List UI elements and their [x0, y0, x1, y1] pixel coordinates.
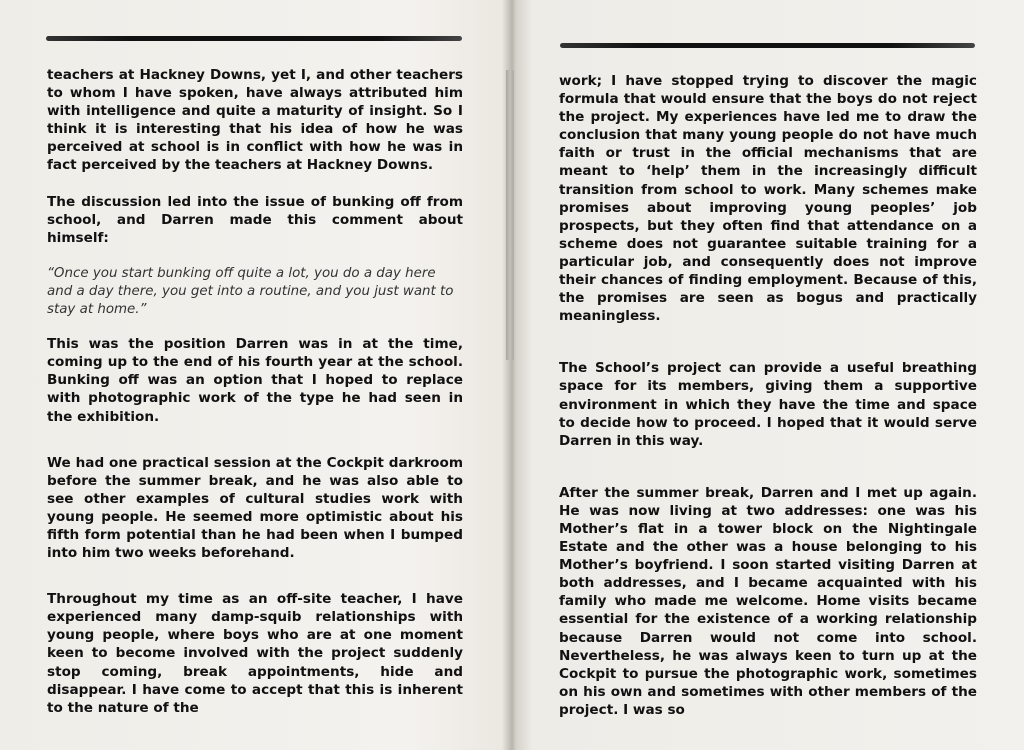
- left-text-column: [47, 66, 463, 735]
- paragraph: work; I have stopped trying to discover the magic formula that would ensure that the boys do not reject the project. My experiences have led me to draw the conclusion that many young people do not have much faith or trust in the official mechanisms that are meant to ‘help’ them in the increasingly difficult transition from school to work. Many schemes make promises about improving young peoples’ job prospects, but they often find that attendance on a scheme does not guarantee suitable training for a particular job, and consequently does not improve their chances of finding employment. Because of this, the promises are seen as bogus and practically meaningless.: [559, 73, 977, 325]
- right-header-rule: [560, 43, 975, 48]
- paragraph: After the summer break, Darren and I met up again. He was now living at two addresses: one was his Mother’s flat in a tower block on the Nightingale Estate and the other was a house belonging to his Mother’s boyfriend. I soon started visiting Darren at both addresses, and I became acquainted with his family who made me welcome. Home visits became essential for the existence of a working relationship because Darren would not come into school. Nevertheless, he was always keen to turn up at the Cockpit to pursue the photographic work, sometimes on his own and sometimes with other members of the project. I was so: [559, 484, 977, 718]
- paragraph: The School’s project can provide a useful breathing space for its members, giving them a supportive environment in which they have the time and space to decide how to proceed. I hoped that it would serve Darren in this way.: [559, 360, 977, 449]
- paragraph: Throughout my time as an off-site teacher, I have experienced many damp-squib relationships with young people, where boys who are at one moment keen to become involved with the project suddenly stop coming, break appointments, hide and disappear. I have come to accept that this is inherent to the nature of the: [47, 591, 463, 716]
- paragraph: teachers at Hackney Downs, yet I, and other teachers to whom I have spoken, have always attributed him with intelligence and quite a maturity of insight. So I think it is interesting that his idea of how he was perceived at school is in conflict with how he was in fact perceived by the teachers at Hackney Downs.: [47, 67, 463, 174]
- right-text-column: [559, 72, 977, 737]
- left-header-rule: [46, 36, 462, 41]
- quote-paragraph: “Once you start bunking off quite a lot, you do a day here and a day there, you get into a routine, and you just want to stay at home.”: [47, 265, 454, 318]
- left-page: [0, 0, 508, 750]
- right-page: [512, 0, 1024, 750]
- paragraph: The discussion led into the issue of bunking off from school, and Darren made this comment about himself:: [47, 193, 463, 246]
- paragraph: We had one practical session at the Cockpit darkroom before the summer break, and he was also able to see other examples of cultural studies work with young people. He seemed more optimistic about his fifth form potential than he had been when I bumped into him two weeks beforehand.: [47, 454, 463, 562]
- paragraph: This was the position Darren was in at the time, coming up to the end of his fourth year at the school. Bunking off was an option that I hoped to replace with photographic work of the type he had seen in the exhibition.: [47, 336, 463, 425]
